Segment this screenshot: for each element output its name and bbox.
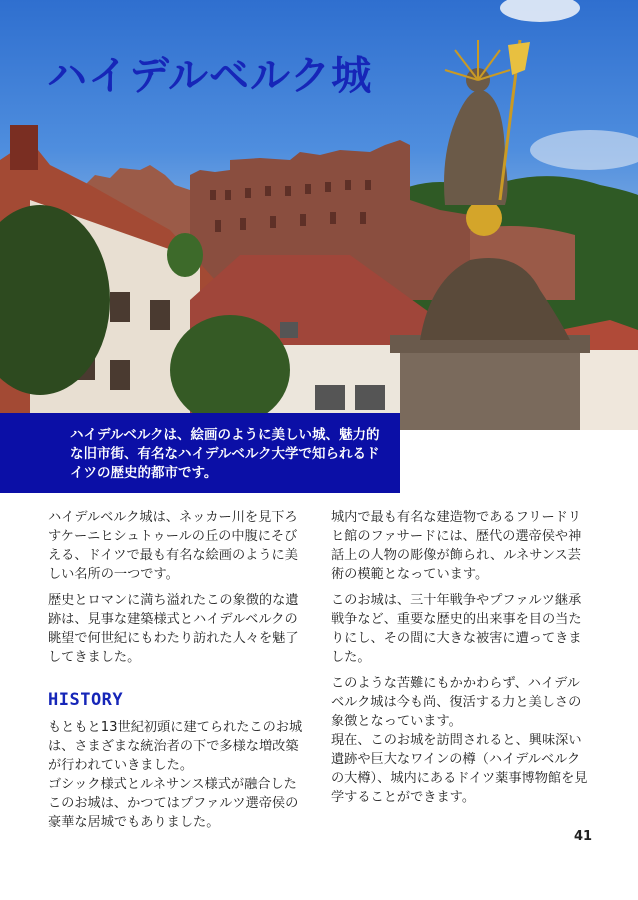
paragraph: 歴史とロマンに満ち溢れたこの象徴的な遺跡は、見事な建築様式とハイデルベルクの眺望で何世紀にもわたり訪れた人々を魅了してきました。 — [48, 593, 299, 665]
page-number: 41 — [574, 829, 593, 844]
page-title: ハイデルベルク城 — [47, 53, 373, 99]
paragraph: ハイデルベルク城は、ネッカー川を見下ろすケーニヒシュトゥールの丘の中腹にそびえる、ドイツで最も有名な絵画のように美しい名所の一つです。 — [48, 510, 298, 582]
paragraph: 現在、このお城を訪問されると、興味深い遺跡や巨大なワインの樽（ハイデルベルクの大樽）、城内にあるドイツ薬事博物館を見学することができます。 — [331, 733, 588, 805]
paragraph: このお城は、三十年戦争やプファルツ継承戦争など、重要な歴史的出来事を目の当たりにし、その間に大きな被害に遭ってきました。 — [331, 593, 582, 665]
paragraph: 城内で最も有名な建造物であるフリードリヒ館のファサードには、歴代の選帝侯や神話上の人物の彫像が飾られ、ルネサンス芸術の模範となっています。 — [331, 510, 582, 582]
lead-text: ハイデルベルクは、絵画のように美しい城、魅力的な旧市街、有名なハイデルベルク大学で知られるドイツの歴史的都市です。 — [70, 427, 380, 481]
left-column — [48, 508, 310, 839]
right-column — [331, 508, 593, 814]
paragraph: ゴシック様式とルネサンス様式が融合したこのお城は、かつてはプファルツ選帝侯の豪華な居城でもありました。 — [48, 777, 299, 830]
history-heading: HISTORY — [48, 690, 124, 710]
paragraph: もともと13世紀初頭に建てられたこのお城は、さまざまな統治者の下で多様な増改築が行われていきました。 — [48, 720, 303, 773]
paragraph: このような苦難にもかかわらず、ハイデルベルク城は今も尚、復活する力と美しさの象徴となっています。 — [331, 676, 582, 729]
